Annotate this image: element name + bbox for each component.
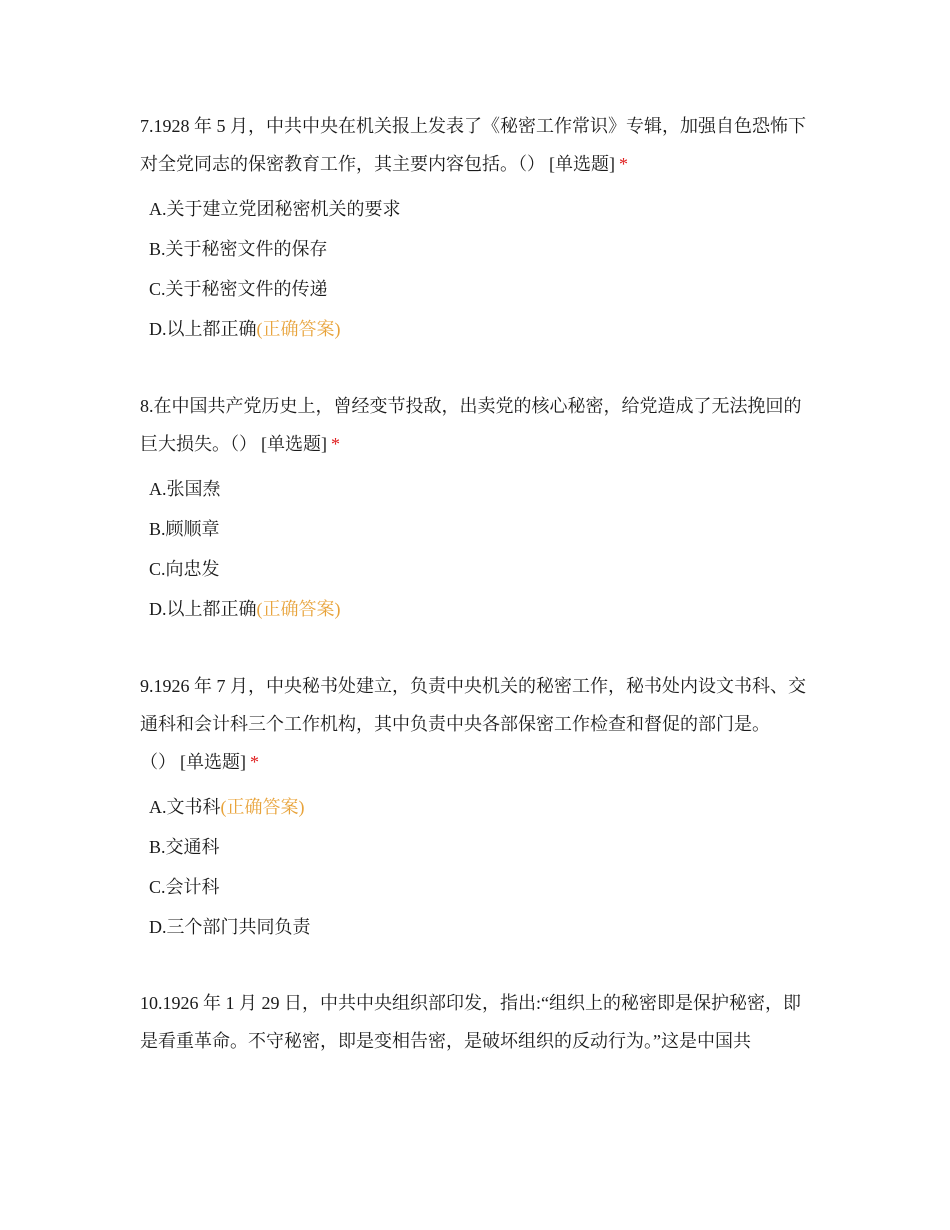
question-9-text: [140, 667, 815, 781]
option-b-label: B.顾顺章: [149, 519, 220, 539]
question-8-type-tag: [单选题]: [261, 434, 327, 454]
option-b-label: B.交通科: [149, 837, 220, 857]
question-7-blank: （）: [518, 154, 545, 174]
question-7: [140, 107, 815, 349]
required-mark: *: [250, 752, 259, 772]
option-d-label: D.三个部门共同负责: [149, 917, 311, 937]
option-b[interactable]: [149, 509, 815, 549]
question-10-text: 10.1926 年 1 月 29 日，中共中央组织部印发，指出:“组织上的秘密即是保护秘密，即是看重革命。不守秘密，即是变相告密，是破坏组织的反动行为。”这是中国共: [140, 993, 801, 1051]
question-7-type-tag: [单选题]: [549, 154, 615, 174]
question-8-stem: 8.在中国共产党历史上，曾经变节投敌，出卖党的核心秘密，给党造成了无法挽回的巨大损失。: [140, 396, 802, 454]
option-a[interactable]: [149, 189, 815, 229]
question-10: [140, 984, 815, 1060]
question-8-text: [140, 387, 815, 463]
required-mark: *: [331, 434, 340, 454]
option-d-label: D.以上都正确: [149, 319, 257, 339]
required-mark: *: [619, 154, 628, 174]
option-c-label: C.会计科: [149, 877, 220, 897]
option-a[interactable]: [149, 787, 815, 827]
question-7-options: [149, 189, 815, 349]
option-c-label: C.向忠发: [149, 559, 220, 579]
question-9: [140, 667, 815, 947]
correct-answer-marker: (正确答案): [256, 319, 341, 339]
question-9-blank: （）: [140, 752, 176, 772]
question-9-stem: 9.1926 年 7 月，中央秘书处建立，负责中央机关的秘密工作，秘书处内设文书科、交通科和会计科三个工作机构，其中负责中央各部保密工作检查和督促的部门是。: [140, 676, 806, 734]
option-c[interactable]: [149, 269, 815, 309]
option-d-label: D.以上都正确: [149, 599, 257, 619]
option-d[interactable]: [149, 907, 815, 947]
option-a-label: A.关于建立党团秘密机关的要求: [149, 199, 401, 219]
option-a-label: A.文书科: [149, 797, 221, 817]
question-9-options: [149, 787, 815, 947]
question-7-stem: 7.1928 年 5 月，中共中央在机关报上发表了《秘密工作常识》专辑，加强自色恐怖下对全党同志的保密教育工作，其主要内容包括。: [140, 116, 806, 174]
question-9-type-tag: [单选题]: [180, 752, 246, 772]
option-a-label: A.张国焘: [149, 479, 221, 499]
option-d[interactable]: [149, 309, 815, 349]
question-8: [140, 387, 815, 629]
question-8-blank: （）: [230, 434, 257, 454]
option-b-label: B.关于秘密文件的保存: [149, 239, 328, 259]
question-8-options: [149, 469, 815, 629]
option-b[interactable]: [149, 827, 815, 867]
option-c[interactable]: [149, 867, 815, 907]
option-d[interactable]: [149, 589, 815, 629]
option-c-label: C.关于秘密文件的传递: [149, 279, 328, 299]
option-a[interactable]: [149, 469, 815, 509]
correct-answer-marker: (正确答案): [256, 599, 341, 619]
correct-answer-marker: (正确答案): [220, 797, 305, 817]
option-b[interactable]: [149, 229, 815, 269]
question-7-text: [140, 107, 815, 183]
option-c[interactable]: [149, 549, 815, 589]
